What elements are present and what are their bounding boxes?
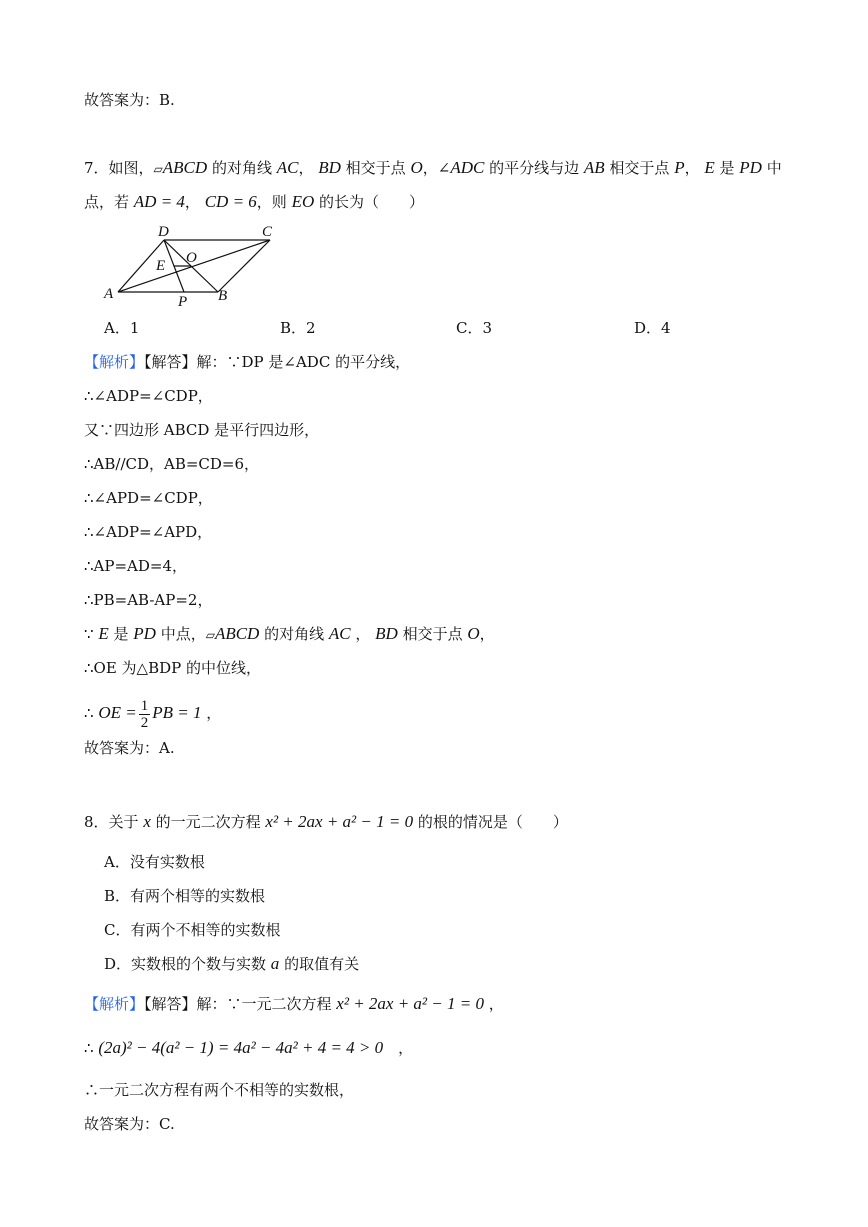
q8-option-d: D．实数根的个数与实数 a 的取值有关 — [104, 954, 360, 973]
q7-solution-line1: 【解析】【解答】解：∵DP 是∠ADC 的平分线， — [84, 353, 411, 371]
q7-solution-line11: ∴ OE = $\frac{1}{2}$ PB = 1 ， — [84, 697, 222, 731]
label-b: B — [218, 288, 228, 304]
q7-option-a: A．1 — [104, 319, 140, 337]
label-e: E — [156, 258, 166, 274]
label-d: D — [158, 224, 169, 240]
q8-option-a: A．没有实数根 — [104, 853, 205, 871]
side-bc — [218, 240, 270, 292]
analysis-tag: 【解析】 — [84, 353, 145, 371]
label-a: A — [104, 286, 114, 302]
parallelogram-symbol: ▱ — [205, 628, 215, 642]
q7-solution-line5: ∴∠APD=∠CDP， — [84, 489, 213, 507]
q8-answer: 故答案为：C. — [84, 1115, 175, 1133]
parallelogram-figure — [100, 220, 290, 310]
q7-solution-line3: 又∵四边形 ABCD 是平行四边形， — [84, 421, 320, 439]
q8-solution-line1: 【解析】【解答】解：∵一元二次方程 x² + 2ax + a² − 1 = 0 ， — [84, 994, 504, 1013]
fraction-one-half: $\frac{1}{2}$ — [140, 697, 149, 731]
label-o: O — [186, 250, 197, 266]
q7-solution-line9: ∵ E 是 PD 中点，▱ABCD 的对角线 AC ， BD 相交于点 O， — [84, 624, 495, 643]
q7-option-c: C．3 — [456, 319, 493, 337]
q7-solution-line6: ∴∠ADP=∠APD， — [84, 523, 213, 541]
q7-solution-line2: ∴∠ADP=∠CDP， — [84, 387, 213, 405]
q7-solution-line4: ∴AB//CD，AB=CD=6， — [84, 455, 260, 473]
q8-option-c: C．有两个不相等的实数根 — [104, 921, 281, 939]
q7-answer: 故答案为：A. — [84, 739, 175, 757]
q7-option-b: B．2 — [280, 319, 316, 337]
q7-solution-line10: ∴OE 为△BDP 的中位线， — [84, 659, 262, 677]
analysis-tag: 【解析】 — [84, 995, 145, 1013]
q8-solution-line2: ∴ (2a)² − 4(a² − 1) = 4a² − 4a² + 4 = 4 > 0 ， — [84, 1038, 414, 1057]
parallelogram-symbol: ▱ — [153, 162, 163, 176]
q8-option-b: B．有两个相等的实数根 — [104, 887, 266, 905]
q7-solution-line8: ∴PB=AB-AP=2， — [84, 591, 213, 609]
q8-stem: 8．关于 x 的一元二次方程 x² + 2ax + a² − 1 = 0 的根的情况是（ ） — [84, 812, 568, 831]
q7-stem-line2: 点，若 AD = 4， CD = 6，则 EO 的长为（ ） — [84, 192, 425, 211]
q7-solution-line7: ∴AP=AD=4， — [84, 557, 188, 575]
previous-answer: 故答案为：B. — [84, 91, 175, 109]
label-c: C — [262, 224, 273, 240]
label-p: P — [178, 294, 188, 310]
q7-stem-line1: 7．如图，▱ABCD 的对角线 AC， BD 相交于点 O，∠ADC 的平分线与边 AB 相交于点 P， E 是 PD 中 — [84, 158, 782, 177]
q7-option-d: D．4 — [634, 319, 671, 337]
q8-solution-line3: ∴一元二次方程有两个不相等的实数根， — [84, 1081, 355, 1099]
